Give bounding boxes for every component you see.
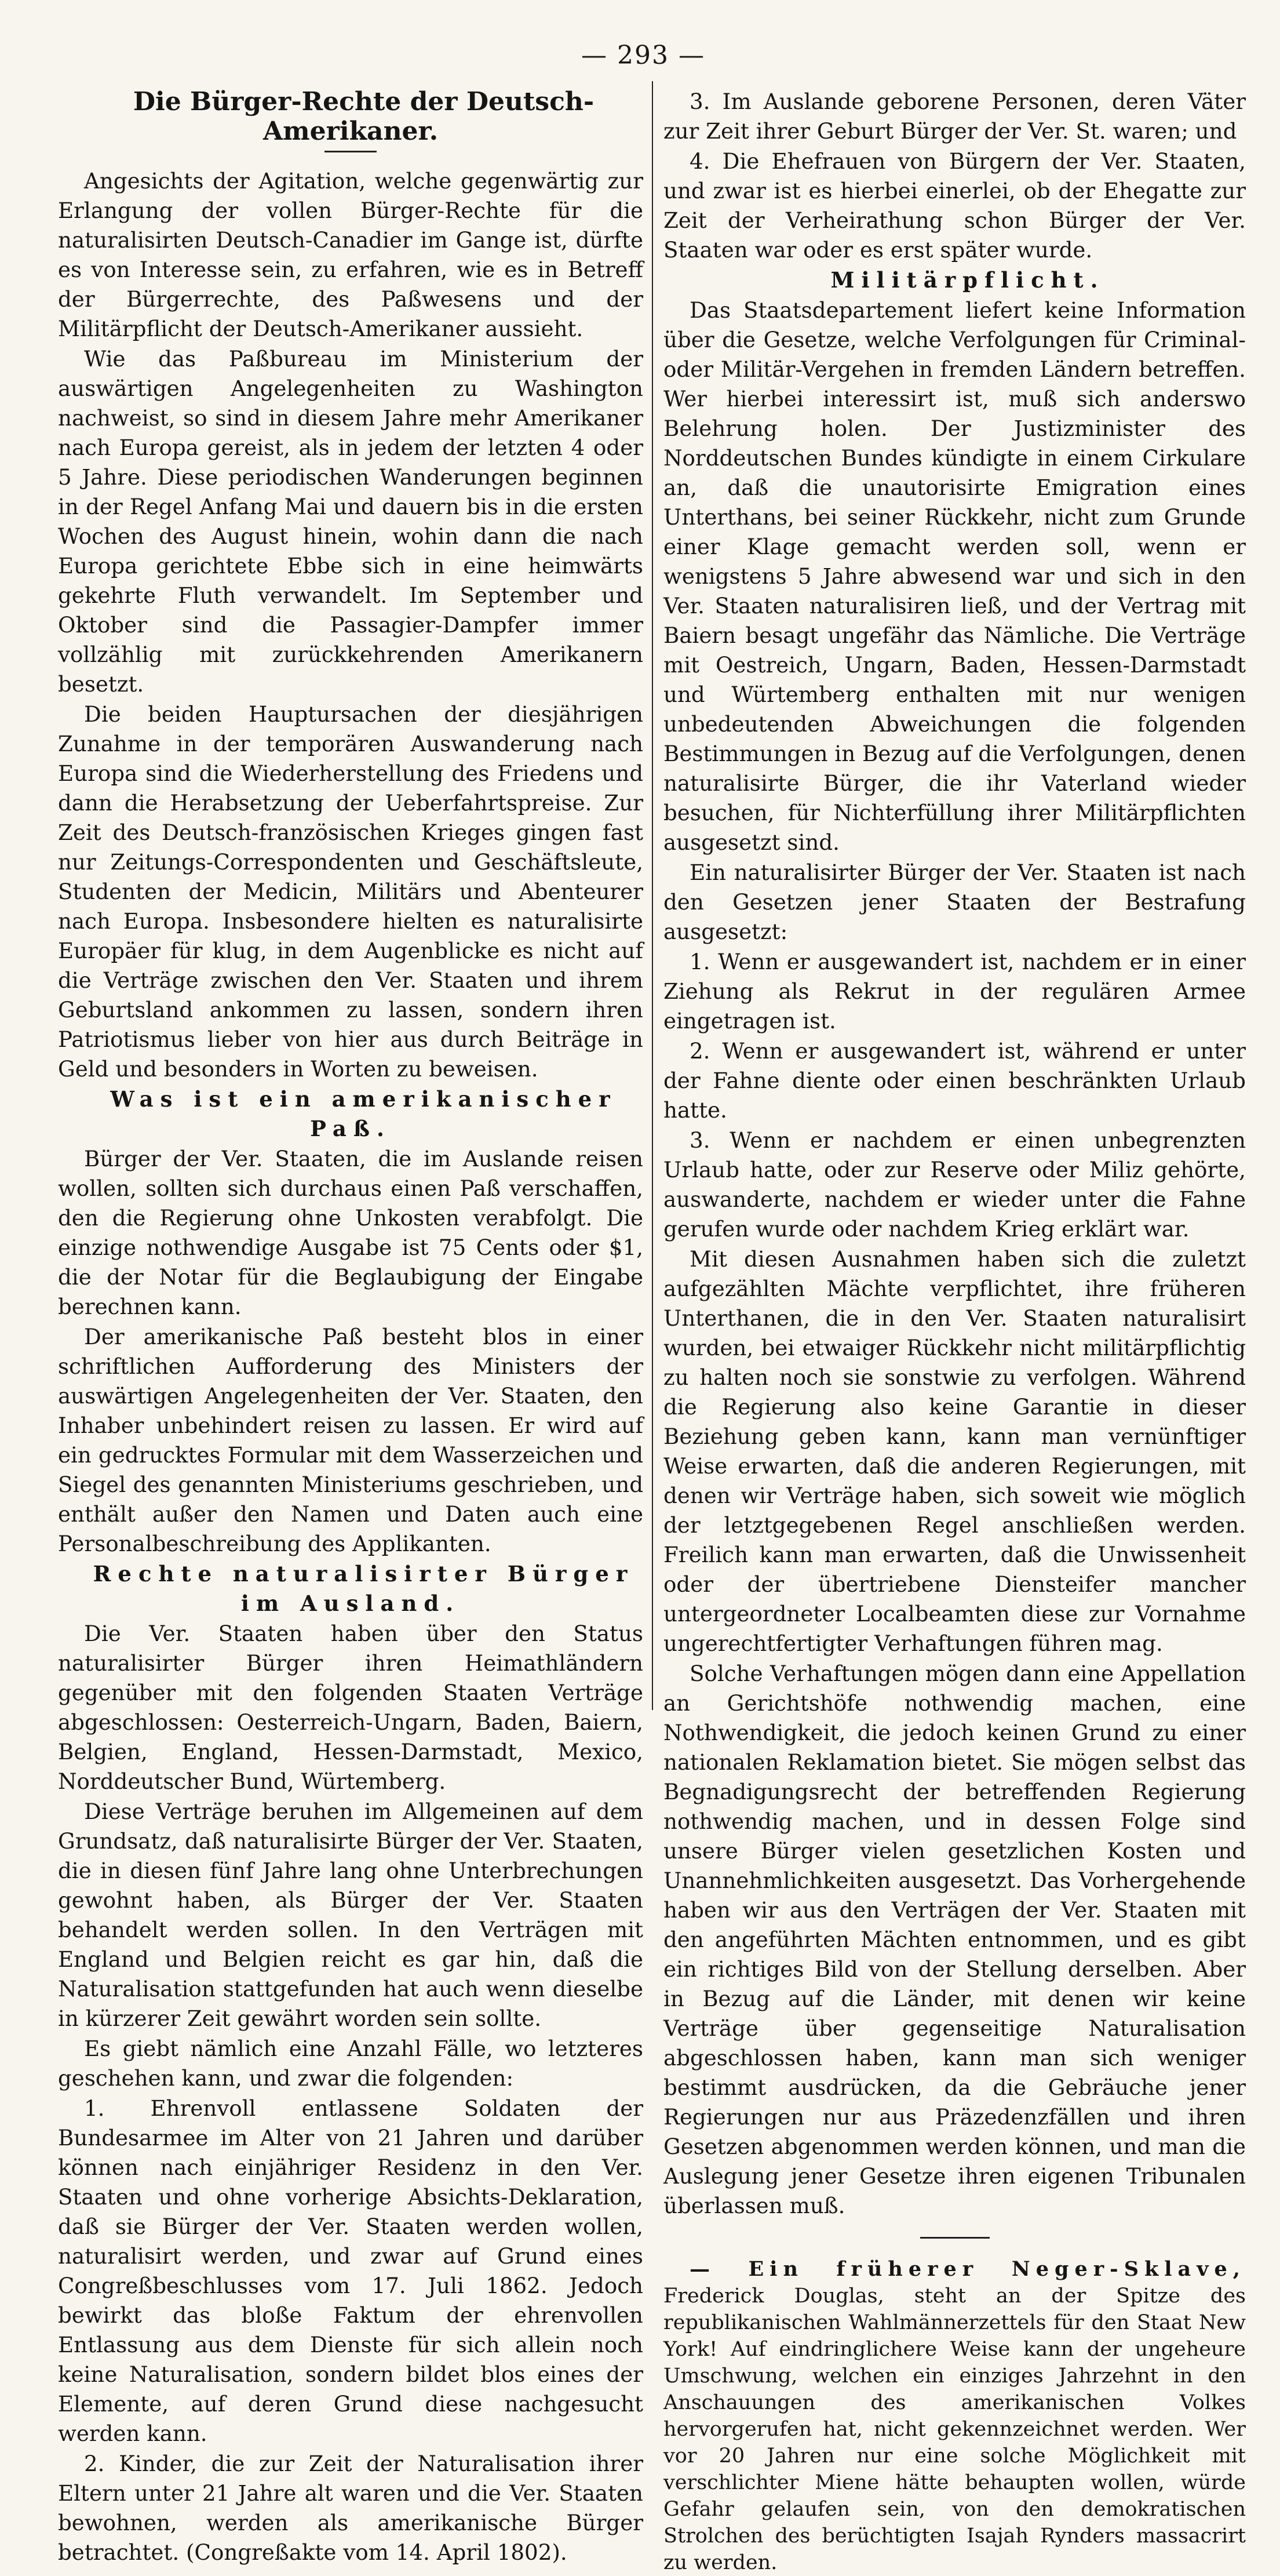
paragraph: Diese Verträge beruhen im Allgemeinen auf dem Grundsatz, daß naturalisirte Bürger der Ver. Staaten, die in diesen fünf Jahre lang ohne Unterbrechungen gewohnt haben, als Bürger der Ver. Staaten behandelt werden sollen. In den Verträgen mit England und Belgien reicht es gar hin, daß die Naturalisation stattgefunden hat auch wenn dieselbe in kürzerer Zeit gewährt worden sein sollte.	[58, 1799, 643, 2031]
subheading-rights: Rechte naturalisirter Bürger im Ausland.	[93, 1561, 634, 1616]
list-item: 2. Wenn er ausgewandert ist, während er unter der Fahne diente oder einen beschränkten Urlaub hatte.	[663, 1038, 1246, 1123]
left-column	[58, 87, 643, 2565]
page-number: — 293 —	[581, 41, 705, 70]
paragraph: Die Ver. Staaten haben über den Status naturalisirter Bürger ihren Heimathländern gegenüber mit den folgenden Staaten Verträge abgeschlossen: Oesterreich-Ungarn, Baden, Baiern, Belgien, England, Hessen-Darmstadt, Mexico, Norddeutscher Bund, Würtemberg.	[58, 1621, 643, 1794]
column-divider	[652, 81, 653, 1710]
news-item	[663, 2256, 1246, 2576]
list-item: 4. Die Ehefrauen von Bürgern der Ver. Staaten, und zwar ist es hierbei einerlei, ob der Ehegatte zur Zeit der Verheirathung schon Bürger der Ver. Staaten war oder es erst später wurde.	[663, 148, 1246, 263]
paragraph: Angesichts der Agitation, welche gegenwärtig zur Erlangung der vollen Bürger-Rechte für die naturalisirten Deutsch-Canadier im Gange ist, dürfte es von Interesse sein, zu erfahren, wie es in Betreff der Bürgerrechte, des Paßwesens und der Militärpflicht der Deutsch-Amerikaner aussieht.	[58, 168, 643, 341]
paragraph: Der amerikanische Paß besteht blos in einer schriftlichen Aufforderung des Ministers der auswärtigen Angelegenheiten der Ver. Staaten, den Inhaber unbehindert reisen zu lassen. Er wird auf ein gedrucktes Formular mit dem Wasserzeichen und Siegel des genannten Ministeriums geschrieben, und enthält außer den Namen und Daten auch eine Personalbeschreibung des Applikanten.	[58, 1324, 643, 1556]
paragraph: Die beiden Hauptursachen der diesjährigen Zunahme in der temporären Auswanderung nach Europa sind die Wiederherstellung des Friedens und dann die Herabsetzung der Ueberfahrtspreise. Zur Zeit des Deutsch-französischen Krieges gingen fast nur Zeitungs-Correspondenten und Geschäftsleute, Studenten der Medicin, Militärs und Abenteurer nach Europa. Insbesondere hielten es naturalisirte Europäer für klug, in dem Augenblicke es nicht auf die Verträge zwischen den Ver. Staaten und ihrem Geburtsland ankommen zu lassen, sondern ihren Patriotismus lieber von hier aus durch Beiträge in Geld und besonders in Worten zu beweisen.	[58, 701, 643, 1082]
paragraph: Solche Verhaftungen mögen dann eine Appellation an Gerichtshöfe nothwendig machen, eine Nothwendigkeit, die jedoch keinen Grund zu einer nationalen Reklamation bietet. Sie mögen selbst das Begnadigungsrecht der betreffenden Regierung nothwendig machen, und in dessen Folge sind unsere Bürger vielen gesetzlichen Kosten und Unannehmlichkeiten ausgesetzt. Das Vorhergehende haben wir aus den Verträgen der Ver. Staaten mit den angeführten Mächten entnommen, und es gibt ein richtiges Bild von der Stellung derselben. Aber in Bezug auf die Länder, mit denen wir keine Verträge über gegenseitige Naturalisation abgeschlossen haben, kann man sich weniger bestimmt ausdrücken, da die Gebräuche jener Regierungen nur aus Präzedenzfällen und ihren Gesetzen abgenommen werden können, und man die Auslegung jener Gesetze ihren eigenen Tribunalen überlassen muß.	[663, 1661, 1246, 2218]
paragraph: Mit diesen Ausnahmen haben sich die zuletzt aufgezählten Mächte verpflichtet, ihre früheren Unterthanen, die in den Ver. Staaten naturalisirt wurden, bei etwaiger Rückkehr nicht militärpflichtig zu halten noch sie sonstwie zu verfolgen. Während die Regierung also keine Garantie in dieser Beziehung geben kann, kann man vernünftiger Weise erwarten, daß die anderen Regierungen, mit denen wir Verträge haben, sich soweit wie möglich der letztgegebenen Regel anschließen werden. Freilich kann man erwarten, daß die Unwissenheit oder der übertriebene Diensteifer mancher untergeordneter Localbeamten diese zur Vornahme ungerechtfertigter Verhaftungen führen mag.	[663, 1246, 1246, 1656]
subheading-passport: Was ist ein amerikanischer Paß.	[110, 1086, 617, 1141]
list-item: 1. Ehrenvoll entlassene Soldaten der Bundesarmee im Alter von 21 Jahren und darüber können nach einjähriger Residenz in den Ver. Staaten und ohne vorherige Absichts-Deklaration, daß sie Bürger der Ver. Staaten werden wollen, naturalisirt werden, und zwar auf Grund eines Congreßbeschlusses vom 17. Juli 1862. Jedoch bewirkt das bloße Faktum der ehrenvollen Entlassung aus dem Dienste für sich allein noch keine Naturalisation, sondern bildet blos eines der Elemente, auf deren Grund diese nachgesucht werden kann.	[58, 2095, 643, 2446]
paragraph: Bürger der Ver. Staaten, die im Auslande reisen wollen, sollten sich durchaus einen Paß verschaffen, den die Regierung ohne Unkosten verabfolgt. Die einzige nothwendige Ausgabe ist 75 Cents oder $1, die der Notar für die Beglaubigung der Eingabe berechnen kann.	[58, 1146, 643, 1319]
paragraph: Wie das Paßbureau im Ministerium der auswärtigen Angelegenheiten zu Washington nachweist, so sind in diesem Jahre mehr Amerikaner nach Europa gereist, als in jedem der letzten 4 oder 5 Jahre. Diese periodischen Wanderungen beginnen in der Regel Anfang Mai und dauern bis in die ersten Wochen des August hinein, wohin dann die nach Europa gerichtete Ebbe sich in eine heimwärts gekehrte Fluth verwandelt. Im September und Oktober sind die Passagier-Dampfer immer vollzählig mit zurückkehrenden Amerikanern besetzt.	[58, 346, 643, 697]
list-item: 2. Kinder, die zur Zeit der Naturalisation ihrer Eltern unter 21 Jahre alt waren und die Ver. Staaten bewohnen, werden als amerikanische Bürger betrachtet. (Congreßakte vom 14. April 1802).	[58, 2451, 643, 2565]
list-item: 3. Wenn er nachdem er einen unbegrenzten Urlaub hatte, oder zur Reserve oder Miliz gehörte, auswanderte, nachdem er wieder unter die Fahne gerufen wurde oder nachdem Krieg erklärt war.	[663, 1127, 1246, 1242]
list-item: 3. Im Auslande geborene Personen, deren Väter zur Zeit ihrer Geburt Bürger der Ver. St. waren; und	[663, 89, 1246, 144]
subheading-military: Militärpflicht.	[830, 267, 1105, 293]
news-lead: — Ein früherer Neger-Sklave,	[690, 2257, 1246, 2281]
paragraph: Es giebt nämlich eine Anzahl Fälle, wo letzteres geschehen kann, und zwar die folgenden:	[58, 2036, 643, 2091]
paragraph: Ein naturalisirter Bürger der Ver. Staaten ist nach den Gesetzen jener Staaten der Bestrafung ausgesetzt:	[663, 860, 1246, 944]
right-column	[663, 87, 1246, 2574]
title-rule	[324, 151, 377, 152]
article-title: Die Bürger-Rechte der Deutsch-Amerikaner.	[133, 87, 595, 146]
paragraph: Das Staatsdepartement liefert keine Information über die Gesetze, welche Verfolgungen für Criminal- oder Militär-Vergehen in fremden Ländern betreffen. Wer hierbei interessirt ist, muß sich anderswo Belehrung holen. Der Justizminister des Norddeutschen Bundes kündigte in einem Cirkulare an, daß die unautorisirte Emigration eines Unterthans, bei seiner Rückkehr, nicht zum Grunde einer Klage gemacht werden soll, wenn er wenigstens 5 Jahre abwesend war und sich in den Ver. Staaten naturalisiren ließ, und der Vertrag mit Baiern besagt ungefähr das Nämliche. Die Verträge mit Oestreich, Ungarn, Baden, Hessen-Darmstadt und Würtemberg enthalten mit nur wenigen unbedeutenden Abweichungen die folgenden Bestimmungen in Bezug auf die Verfolgungen, denen naturalisirte Bürger, die ihr Vaterland wieder besuchen, für Nichterfüllung ihrer Militärpflichten ausgesetzt sind.	[663, 297, 1246, 855]
section-rule	[920, 2237, 990, 2239]
list-item: 1. Wenn er ausgewandert ist, nachdem er in einer Ziehung als Rekrut in der regulären Armee eingetragen ist.	[663, 949, 1246, 1034]
news-text: Frederick Douglas, steht an der Spitze des republikanischen Wahlmännerzettels für den Staat New York! Auf eindringlichere Weise kann der ungeheure Umschwung, welchen ein einziges Jahrzehnt in den Anschauungen des amerikanischen Volkes hervorgerufen hat, nicht gekennzeichnet werden. Wer vor 20 Jahren nur eine solche Möglichkeit mit verschlichter Miene hätte behaupten wollen, würde Gefahr gelaufen sein, von den demokratischen Strolchen des berüchtigten Isajah Rynders massacrirt zu werden.	[663, 2284, 1246, 2574]
